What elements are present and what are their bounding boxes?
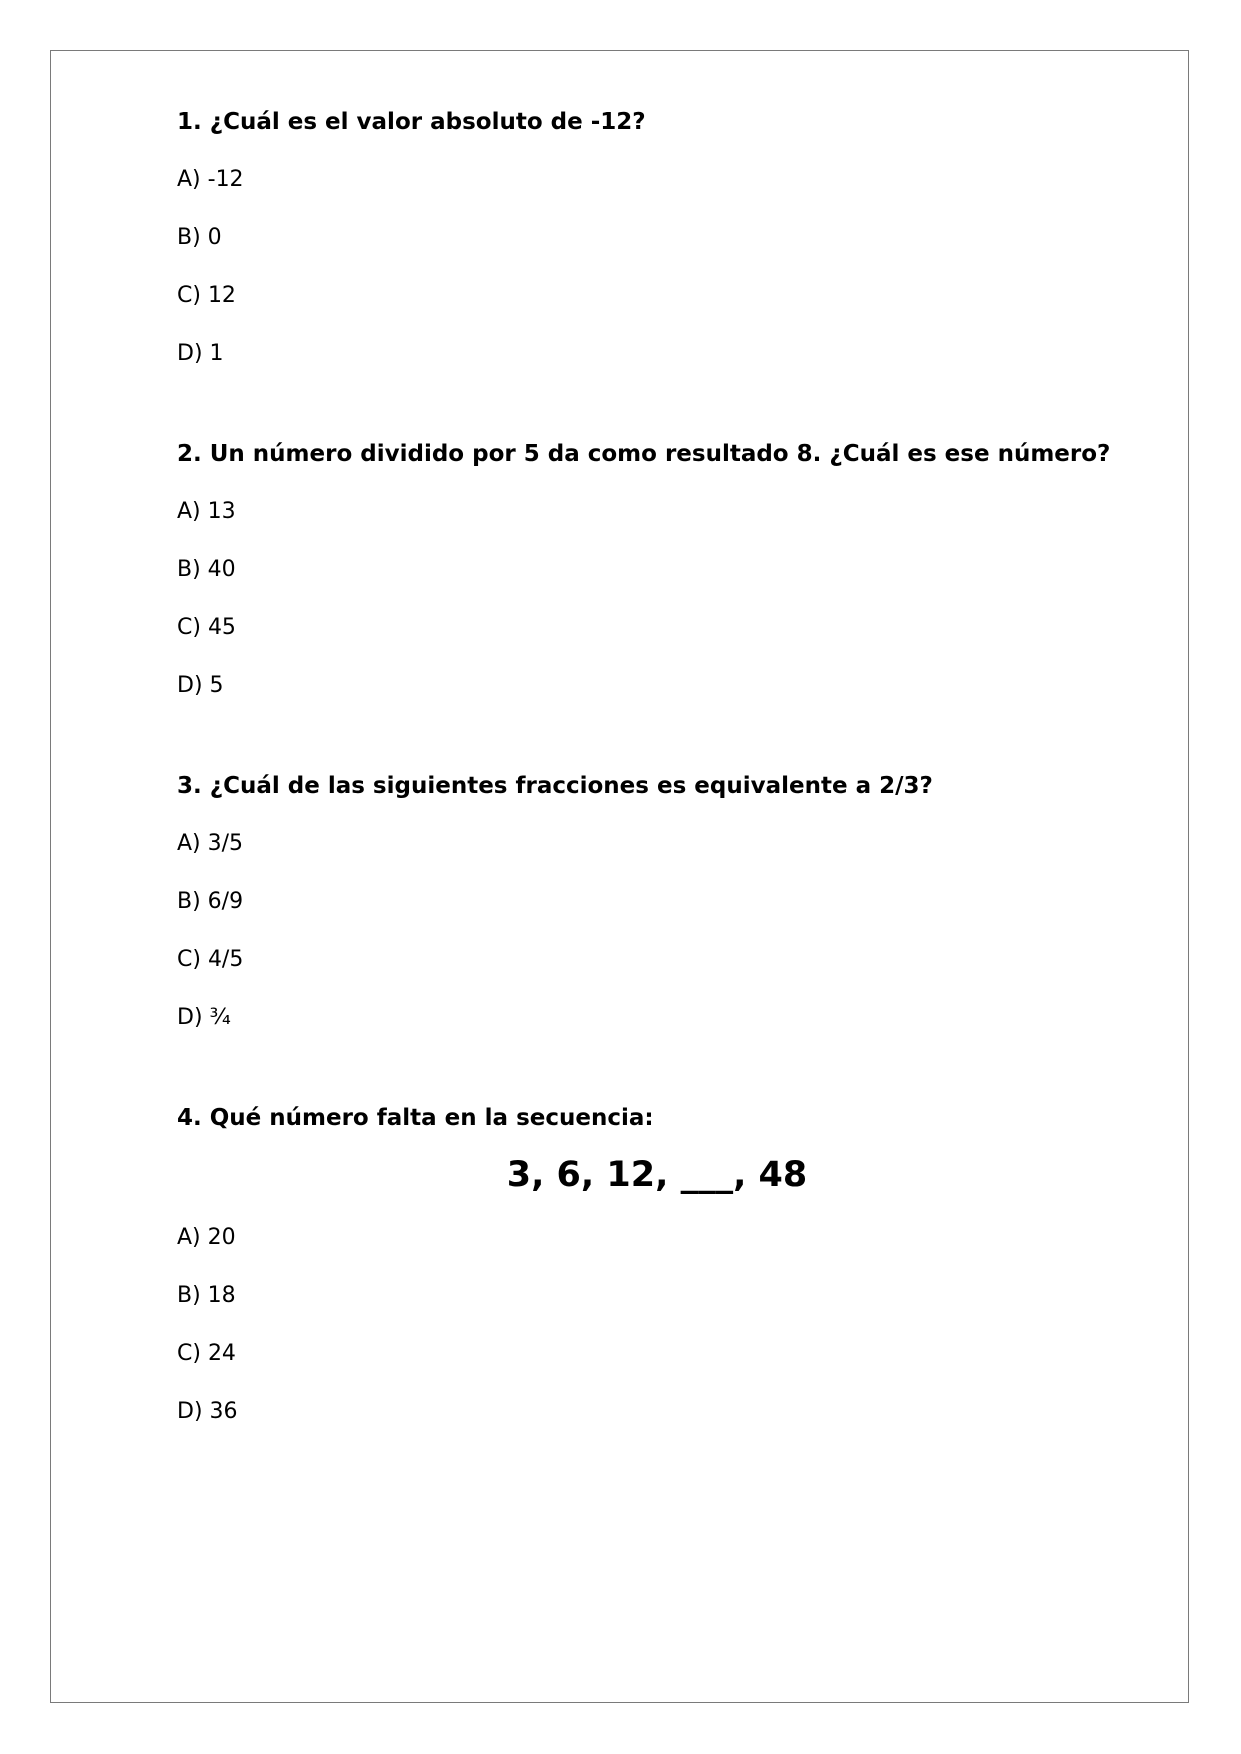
- question-3: [177, 764, 1077, 1040]
- question-3-option-d: D) ¾: [177, 1005, 231, 1030]
- question-2-text: 2. Un número dividido por 5 da como resultado 8. ¿Cuál es ese número?: [177, 441, 1111, 467]
- question-1-option-a: A) -12: [177, 167, 244, 192]
- number-sequence: 3, 6, 12, ___, 48: [506, 1155, 808, 1195]
- question-2-option-a: A) 13: [177, 499, 236, 524]
- question-2: [177, 432, 1111, 708]
- question-3-option-a: A) 3/5: [177, 831, 244, 856]
- worksheet: [177, 100, 1111, 1448]
- question-2-option-c: C) 45: [177, 615, 236, 640]
- question-3-option-b: B) 6/9: [177, 889, 244, 914]
- question-4-option-a: A) 20: [177, 1225, 236, 1250]
- question-2-option-b: B) 40: [177, 557, 236, 582]
- question-1-option-d: D) 1: [177, 341, 224, 366]
- question-1-text: 1. ¿Cuál es el valor absoluto de -12?: [177, 109, 646, 135]
- question-1-option-b: B) 0: [177, 225, 222, 250]
- question-4-option-d: D) 36: [177, 1399, 238, 1424]
- question-1-option-c: C) 12: [177, 283, 236, 308]
- question-1: [177, 100, 1077, 376]
- question-4: [177, 1096, 1077, 1434]
- question-4-option-c: C) 24: [177, 1341, 236, 1366]
- question-3-text: 3. ¿Cuál de las siguientes fracciones es equivalente a 2/3?: [177, 773, 933, 799]
- question-3-option-c: C) 4/5: [177, 947, 244, 972]
- question-4-option-b: B) 18: [177, 1283, 236, 1308]
- question-4-text: 4. Qué número falta en la secuencia:: [177, 1105, 654, 1131]
- question-2-option-d: D) 5: [177, 673, 224, 698]
